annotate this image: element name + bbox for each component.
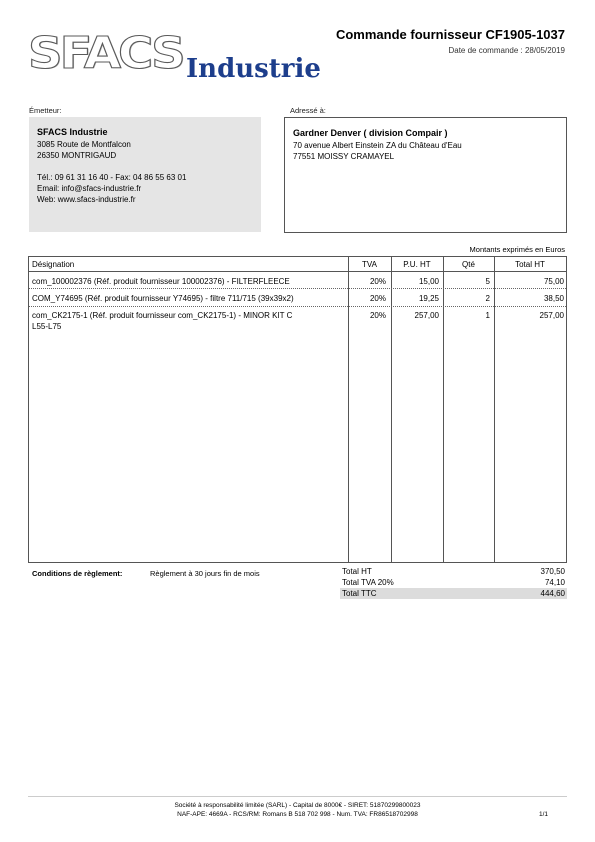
emitter-phone: Tél.: 09 61 31 16 40 - Fax: 04 86 55 63 01 xyxy=(37,173,187,182)
footer-legal-line1: Société à responsabilité limitée (SARL) - Capital de 8000€ - SIRET: 51870299800023 xyxy=(174,802,421,809)
row3-unit-price: 257,00 xyxy=(414,311,439,320)
total-ht-value: 370,50 xyxy=(540,567,565,576)
header-quantity: Qté xyxy=(462,260,475,269)
row2-quantity: 2 xyxy=(485,294,490,303)
logo-wordmark: SFACS xyxy=(28,28,183,79)
emitter-address-line1: 3085 Route de Montfalcon xyxy=(37,140,131,149)
row2-tva: 20% xyxy=(369,294,386,303)
payment-conditions-value: Règlement à 30 jours fin de mois xyxy=(150,569,260,578)
row3-designation-line1: com_CK2175-1 (Réf. produit fournisseur com_CK2175-1) - MINOR KIT C xyxy=(32,311,293,320)
row1-tva: 20% xyxy=(369,277,386,286)
total-tva-row xyxy=(340,577,567,588)
total-ht-row xyxy=(340,566,567,577)
emitter-label: Émetteur: xyxy=(29,106,62,115)
footer-divider xyxy=(28,796,567,797)
footer-legal-line2: NAF-APE: 4669A - RCS/RM: Romans B 518 702 998 - Num. TVA: FR86518702998 xyxy=(177,811,418,818)
order-date: Date de commande : 28/05/2019 xyxy=(448,46,565,55)
emitter-address-line2: 26350 MONTRIGAUD xyxy=(37,151,117,160)
total-ttc-row xyxy=(340,588,567,599)
row3-tva: 20% xyxy=(369,311,386,320)
header-unit-price: P.U. HT xyxy=(403,260,431,269)
recipient-name: Gardner Denver ( division Compair ) xyxy=(293,128,448,138)
row1-designation: com_100002376 (Réf. produit fournisseur 100002376) - FILTERFLEECE xyxy=(32,277,290,286)
payment-conditions-label: Conditions de règlement: xyxy=(32,569,123,578)
recipient-address-line1: 70 avenue Albert Einstein ZA du Château d'Eau xyxy=(293,141,462,150)
total-ttc-label: Total TTC xyxy=(342,589,377,598)
row1-unit-price: 15,00 xyxy=(418,277,439,286)
company-logo xyxy=(28,28,321,85)
logo-subtitle: Industrie xyxy=(186,54,321,84)
document-title: Commande fournisseur CF1905-1037 xyxy=(335,27,565,42)
row2-unit-price: 19,25 xyxy=(418,294,439,303)
emitter-box xyxy=(29,117,261,232)
page-number: 1/1 xyxy=(538,811,548,818)
row3-designation-line2: L55-L75 xyxy=(32,322,62,331)
row3-total: 257,00 xyxy=(539,311,564,320)
row2-total: 38,50 xyxy=(543,294,564,303)
row2-designation: COM_Y74695 (Réf. produit fournisseur Y74695) - filtre 711/715 (39x39x2) xyxy=(32,294,294,303)
emitter-website: Web: www.sfacs-industrie.fr xyxy=(37,195,136,204)
row3-quantity: 1 xyxy=(485,311,490,320)
header-tva: TVA xyxy=(362,260,377,269)
recipient-address-line2: 77551 MOISSY CRAMAYEL xyxy=(293,152,395,161)
total-tva-label: Total TVA 20% xyxy=(342,578,394,587)
recipient-label: Adressé à: xyxy=(290,106,326,115)
emitter-email: Email: info@sfacs-industrie.fr xyxy=(37,184,142,193)
header-total: Total HT xyxy=(515,260,545,269)
emitter-name: SFACS Industrie xyxy=(37,127,108,137)
order-lines-table xyxy=(28,256,567,563)
row1-total: 75,00 xyxy=(543,277,564,286)
row1-quantity: 5 xyxy=(485,277,490,286)
total-tva-value: 74,10 xyxy=(544,578,565,587)
total-ttc-value: 444,60 xyxy=(540,589,565,598)
header-designation: Désignation xyxy=(32,260,75,269)
currency-note: Montants exprimés en Euros xyxy=(469,245,565,254)
totals-block xyxy=(340,566,567,599)
total-ht-label: Total HT xyxy=(342,567,372,576)
recipient-box xyxy=(284,117,567,233)
